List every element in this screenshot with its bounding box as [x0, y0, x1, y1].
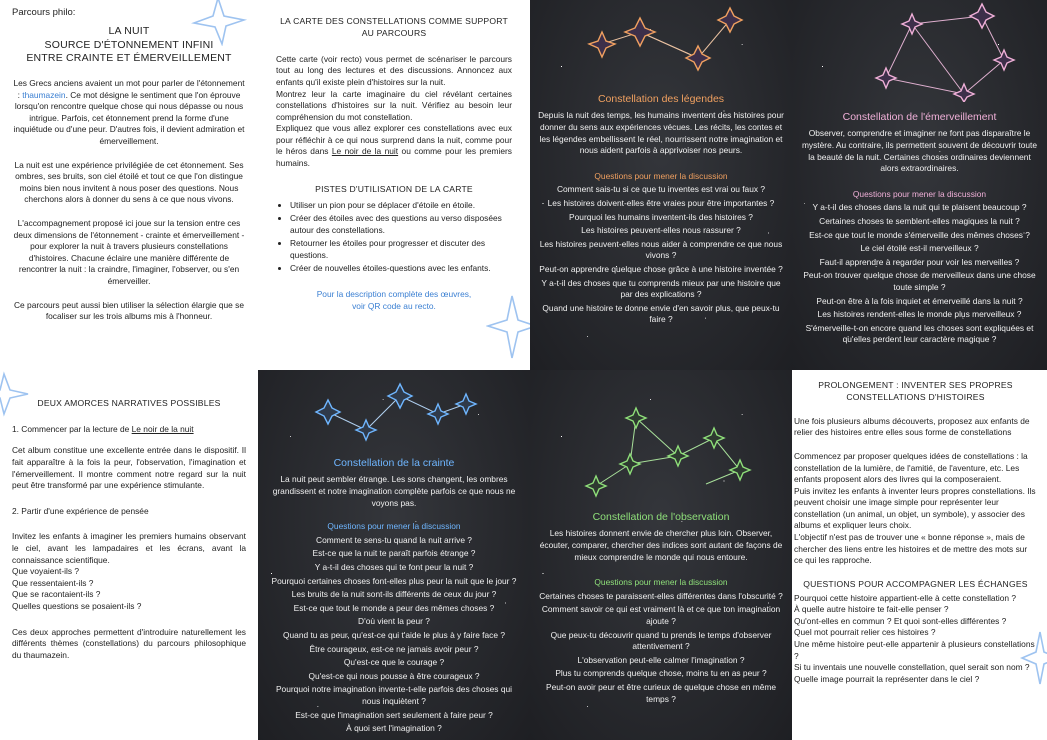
observation-questions: [538, 591, 784, 705]
emerveillement-panel: [792, 0, 1047, 370]
prolongement-question: À quelle autre histoire te fait-elle penser ?: [794, 604, 949, 615]
amorce-item-2: 2. Partir d'une expérience de pensée: [12, 505, 149, 516]
observation-panel: [530, 370, 792, 740]
observation-constellation-icon: [574, 404, 754, 504]
amorces-title: DEUX AMORCES NARRATIVES POSSIBLES: [37, 398, 221, 408]
observation-questions-title: Questions pour mener la discussion: [594, 577, 728, 588]
prolongement-question: Si tu inventais une nouvelle constellation, quel serait son nom ?: [794, 662, 1030, 673]
pistes-list: [276, 200, 512, 276]
list-item: Certaines choses te paraissent-elles différentes dans l'obscurité ?: [539, 590, 783, 601]
amorce-paragraph: Cet album constitue une excellente entrée dans le dispositif. Il fait apparaître à la fois la peur, l'observation, l'imagination et l'émerveillement. Il montre comment notre regard sur la nuit peut être transformé par une expérience stimulante.: [12, 445, 246, 491]
legendes-questions-title: Questions pour mener la discussion: [594, 170, 728, 181]
legendes-text: Depuis la nuit des temps, les humains inventent des histoires pour donner du sens aux expériences vécues. Les récits, les contes et les légendes embellissent le réel, nourrissent notre imagination et nous aident parfois à apprivoiser nos peurs.: [538, 110, 784, 156]
list-item: Faut-il apprendre à regarder pour voir les merveilles ?: [819, 256, 1020, 267]
list-item: Peut-on avoir peur et être curieux de quelque chose en même temps ?: [546, 682, 776, 704]
list-item: Y a-t-il des choses qui te font peur la nuit ?: [314, 562, 474, 573]
intro-paragraph: L'accompagnement proposé ici joue sur la tension entre ces deux dimensions de l'étonnement - crainte et émerveillement - pour explorer la nuit à travers plusieurs constellations d'histoires. Chacune éclaire une manière différente de rencontrer la nuit : la craindre, l'imaginer, l'observer, ou s'en émerveiller.: [13, 217, 245, 286]
crainte-title: Constellation de la crainte: [333, 457, 455, 469]
book-title: Le noir de la nuit: [331, 146, 399, 157]
crainte-text: La nuit peut sembler étrange. Les sons changent, les ombres grandissent et notre imagination complète parfois ce que nous ne voyons pas.: [272, 474, 516, 508]
prolongement-paragraph: Puis invitez les enfants à inventer leurs propres constellations. Ils peuvent choisir une image simple pour représenter leur constellation (un animal, un objet, un symbole), y associer des albums et expliquer leurs choix.: [794, 485, 1036, 531]
crainte-questions-title: Questions pour mener la discussion: [327, 521, 461, 532]
legendes-title: Constellation des légendes: [597, 93, 725, 105]
emerveillement-text: Observer, comprendre et imaginer ne font pas disparaître le mystère. Au contraire, ils permettent souvent de découvrir toute la beauté de la nuit. Certaines choses ordinaires deviennent alors extraordinaires.: [801, 128, 1038, 174]
list-item: Être courageux, est-ce ne jamais avoir peur ?: [309, 643, 479, 654]
parcours-label: Parcours philo:: [12, 7, 76, 18]
list-item: Comment sais-tu si ce que tu inventes est vrai ou faux ?: [556, 184, 766, 195]
observation-text: Les histoires donnent envie de chercher plus loin. Observer, écouter, comparer, chercher des indices sont autant de façons de mieux comprendre le monde qui nous entoure.: [539, 528, 783, 562]
emerveillement-title: Constellation de l'émerveillement: [842, 111, 997, 123]
list-item: Plus tu comprends quelque chose, moins tu en as peur ?: [555, 668, 767, 679]
emerveillement-questions: [800, 202, 1039, 346]
list-item: Est-ce que tout le monde s'émerveille des mêmes choses ?: [809, 229, 1030, 240]
list-item: Est-ce que l'imagination sert seulement à faire peur ?: [295, 709, 493, 720]
list-item: Pourquoi certaines choses font-elles plus peur la nuit que le jour ?: [271, 575, 517, 586]
list-item: Les histoires peuvent-elles nous rassurer ?: [581, 225, 741, 236]
list-item: Comment savoir ce qui est vraiment là et ce que ton imagination ajoute ?: [541, 604, 781, 627]
carte-title: LA CARTE DES CONSTELLATIONS COMME SUPPORT AU PARCOURS: [280, 16, 508, 38]
amorce-item-1: 1. Commencer par la lecture de Le noir de la nuit: [12, 423, 194, 434]
list-item: Que peux-tu découvrir quand tu prends le temps d'observer attentivement ?: [550, 629, 772, 652]
list-item: Certaines choses te semblent-elles magiques la nuit ?: [819, 216, 1020, 227]
crainte-panel: [258, 370, 530, 740]
list-item: S'émerveille-t-on encore quand les choses sont expliquées et qu'elles perdent leur caractère magique ?: [805, 322, 1034, 345]
list-item: Le ciel étoilé est-il merveilleux ?: [860, 243, 979, 254]
prolongement-title: PROLONGEMENT : INVENTER SES PROPRES CONSTELLATIONS D'HISTOIRES: [818, 380, 1013, 402]
list-item: Quand une histoire te donne envie d'en savoir plus, que peux-tu faire ?: [542, 302, 780, 325]
legendes-constellation-icon: [580, 4, 760, 86]
list-item: • Utiliser un pion pour se déplacer d'étoile en étoile.: [290, 200, 512, 212]
intro-paragraph: Les Grecs anciens avaient un mot pour parler de l'étonnement : thaumazein. Ce mot désigne le sentiment que l'on éprouve lorsqu'on rencontre quelque chose qui nous dépasse ou nous intrigue. Parfois, cet étonnement prend la forme d'une inquiétude ou d'une peur. D'autres fois, il devient admiration et émerveillement.: [13, 78, 245, 146]
intro-paragraph: La nuit est une expérience privilégiée de cet étonnement. Ses ombres, ses bruits, son ciel étoilé et tout ce que l'on distingue moins bien nous invitent à nous poser des questions. Nous cherchons alors à donner du sens à ce que nous vivons.: [14, 159, 244, 205]
list-item: Peut-on apprendre quelque chose grâce à une histoire inventée ?: [539, 264, 783, 275]
intro-paragraph: Ce parcours peut aussi bien utiliser la sélection élargie que se focaliser sur les trois albums mis à l'honneur.: [14, 299, 244, 322]
prolongement-question: Quel mot pourrait relier ces histoires ?: [794, 627, 936, 638]
prolongement-question: Pourquoi cette histoire appartient-elle à cette constellation ?: [794, 592, 1017, 603]
book-title: Le noir de la nuit: [131, 423, 194, 434]
list-item: Pourquoi notre imagination invente-t-elle parfois des choses qui nous inquiètent ?: [275, 684, 513, 706]
list-item: • Retourner les étoiles pour progresser et discuter des questions.: [290, 238, 512, 261]
list-item: Y a-t-il des choses que tu comprends mieux par une histoire que par des explications ?: [541, 277, 781, 300]
list-item: • Créer des étoiles avec des questions au verso disposées autour des constellations.: [290, 213, 512, 236]
carte-text: Cette carte (voir recto) vous permet de scénariser le parcours tout au long des lectures et des discussions. Annoncez aux enfants qu'il existe plein d'histoires sur la nuit. Montrez leur la carte imaginaire du ciel révélant certaines constellations d'histoires sur la nuit. Vérifiez au besoin leur compréhension du mot constellation. Expliquez que vous allez explorer ces constellations avec eux pour réfléchir à ce qui nous surprend dans la nuit, comme pour le héros dans Le noir de la nuit ou comme pour les premiers humains.: [276, 53, 512, 169]
prolongement-question: Qu'ont-elles en commun ? Et quoi sont-elles différentes ?: [794, 615, 1007, 626]
list-item: Les histoires peuvent-elles nous aider à comprendre ce que nous vivons ?: [539, 238, 783, 261]
list-item: Peut-on trouver quelque chose de merveilleux dans une chose toute simple ?: [803, 270, 1036, 293]
list-item: Les histoires doivent-elles être vraies pour être importantes ?: [547, 198, 775, 209]
prolongement-question: Quelle image pourrait la représenter dans le ciel ?: [794, 673, 980, 684]
prolongement-questions-title: QUESTIONS POUR ACCOMPAGNER LES ÉCHANGES: [803, 578, 1028, 589]
crainte-questions: [266, 535, 522, 735]
list-item: Quand tu as peur, qu'est-ce qui t'aide le plus à y faire face ?: [282, 630, 505, 641]
list-item: Qu'est-ce que le courage ?: [343, 657, 445, 668]
amorces-panel: [0, 370, 258, 740]
list-item: Peut-on être à la fois inquiet et émerveillé dans la nuit ?: [816, 295, 1023, 306]
emerveillement-questions-title: Questions pour mener la discussion: [852, 188, 987, 199]
list-item: Y a-t-il des choses dans la nuit qui te plaisent beaucoup ?: [812, 202, 1027, 213]
list-item: Pourquoi les humains inventent-ils des histoires ?: [569, 211, 753, 222]
list-item: L'observation peut-elle calmer l'imagination ?: [577, 654, 745, 665]
legendes-panel: [530, 0, 792, 370]
crainte-constellation-icon: [314, 380, 484, 448]
intro-panel: [0, 0, 258, 370]
carte-footer: Pour la description complète des œuvres, voir QR code au recto.: [316, 289, 472, 311]
amorce-paragraph: Invitez les enfants à imaginer les premiers humains observant le ciel, avant les lampadaires et les écrans, avant la connaissance scientifique.: [12, 531, 246, 565]
amorce-question: Quelles questions se posaient-ils ?: [12, 600, 142, 611]
list-item: • Créer de nouvelles étoiles-questions avec les enfants.: [290, 263, 512, 275]
prolongement-paragraph: Une fois plusieurs albums découverts, proposez aux enfants de relier des histoires entre elles sous forme de constellations: [794, 415, 1030, 438]
list-item: Les histoires rendent-elles le monde plus merveilleux ?: [817, 309, 1022, 320]
prolongement-question: Une même histoire peut-elle appartenir à plusieurs constellations ?: [794, 639, 1035, 661]
observation-title: Constellation de l'observation: [592, 511, 730, 523]
list-item: À quoi sert l'imagination ?: [346, 723, 442, 734]
pistes-title: PISTES D'UTILISATION DE LA CARTE: [315, 183, 473, 194]
prolongement-paragraph: Commencez par proposer quelques idées de constellations : la constellation de la lumière, de l'amitié, de l'aventure, etc. Les enfants proposent alors des livres qui la composeraient.: [794, 450, 1028, 485]
list-item: Comment te sens-tu quand la nuit arrive ?: [316, 534, 472, 545]
emerveillement-constellation-icon: [864, 2, 1034, 102]
thaumazein-term: thaumazein: [22, 89, 66, 100]
carte-panel: [258, 0, 530, 370]
list-item: Est-ce que tout le monde a peur des mêmes choses ?: [293, 602, 495, 613]
list-item: Qu'est-ce qui nous pousse à être courageux ?: [308, 670, 480, 681]
prolongement-paragraph: L'objectif n'est pas de trouver une « bonne réponse », mais de chercher des liens entre les histoires et de mettre des mots sur ce qui les rapproche.: [794, 532, 1028, 566]
legendes-questions: [538, 184, 784, 326]
list-item: Les bruits de la nuit sont-ils différents de ceux du jour ?: [291, 589, 497, 600]
amorce-paragraph: Ces deux approches permettent d'introduire naturellement les différents thèmes (constellations) du parcours philosophique du thaumazein.: [12, 626, 246, 660]
page-title: LA NUIT SOURCE D'ÉTONNEMENT INFINI ENTRE CRAINTE ET ÉMERVEILLEMENT: [26, 25, 232, 65]
list-item: D'où vient la peur ?: [358, 616, 430, 627]
amorce-question: Que voyaient-ils ?: [12, 566, 80, 577]
prolongement-panel: [792, 370, 1047, 740]
amorce-question: Que ressentaient-ils ?: [12, 577, 94, 588]
amorce-question: Que se racontaient-ils ?: [12, 589, 101, 600]
list-item: Est-ce que la nuit te paraît parfois étrange ?: [312, 548, 476, 559]
